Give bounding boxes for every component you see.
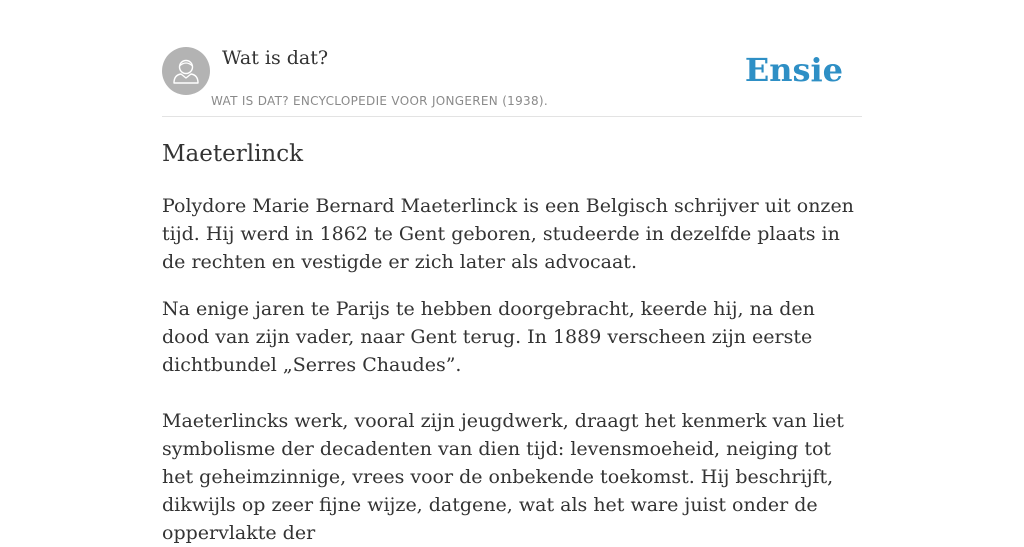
user-icon[interactable] — [162, 47, 210, 95]
article-paragraph-2: Na enige jaren te Parijs te hebben doorgebracht, keerde hij, na den dood van zijn vader, naar Gent terug. In 1889 verscheen zijn eerste dichtbundel „Serres Chaudes”. — [162, 298, 815, 376]
source-title[interactable]: Wat is dat? — [222, 47, 329, 69]
article-title: Maeterlinck — [162, 141, 304, 167]
article-paragraph-3: Maeterlincks werk, vooral zijn jeugdwerk, draagt het kenmerk van liet symbolisme der decadenten van dien tijd: levensmoeheid, neiging tot het geheimzinnige, vrees voor de onbekende toekomst. Hij beschrijft, dikwijls op zeer fijne wijze, datgene, wat als het ware juist onder de oppervlakte der — [162, 410, 844, 544]
source-header — [162, 46, 862, 117]
ensie-logo-link[interactable]: Ensie — [744, 51, 843, 89]
article — [162, 138, 862, 547]
source-subtitle[interactable]: WAT IS DAT? ENCYCLOPEDIE VOOR JONGEREN (1938). — [211, 94, 549, 108]
user-icon-graphic — [162, 47, 210, 95]
article-paragraph-1: Polydore Marie Bernard Maeterlinck is een Belgisch schrijver uit onzen tijd. Hij werd in 1862 te Gent geboren, studeerde in dezelfde plaats in de rechten en vestigde er zich later als advocaat. — [162, 195, 854, 273]
